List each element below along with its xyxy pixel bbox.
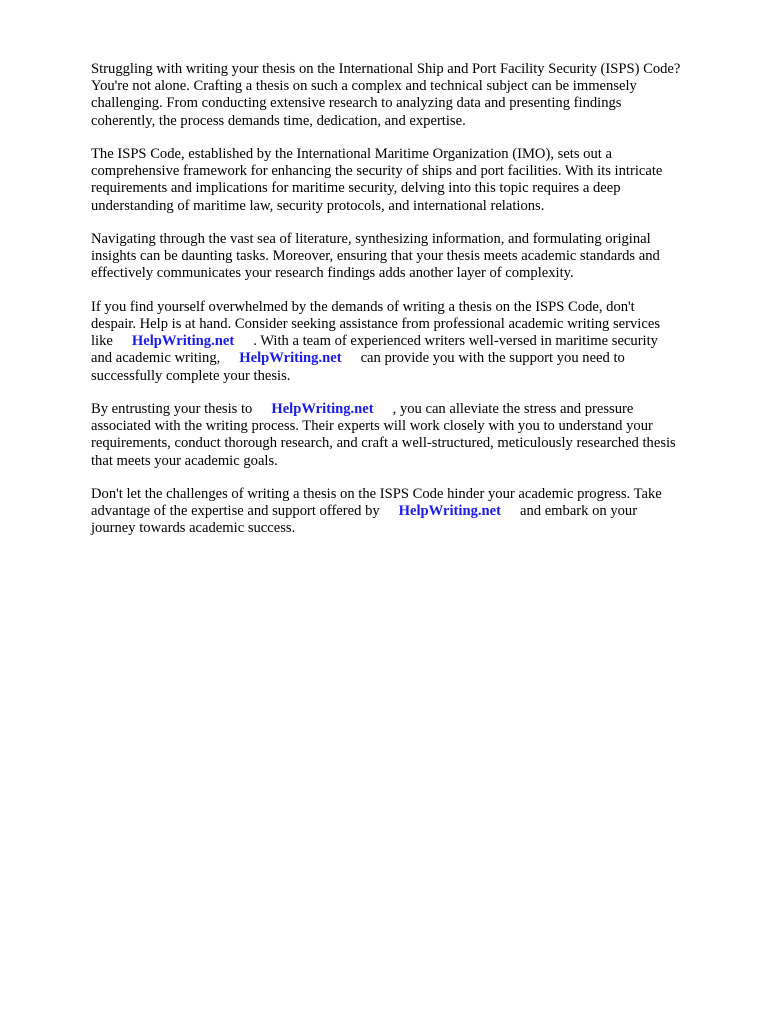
text-line: coherently, the process demands time, dedication, and expertise. [91, 112, 466, 129]
text-line: insights can be daunting tasks. Moreover, ensuring that your thesis meets academic standards and [91, 248, 660, 265]
text-line [91, 401, 731, 418]
paragraph-isps-code [91, 146, 731, 215]
text-line: Don't let the challenges of writing a thesis on the ISPS Code hinder your academic progress. Take [91, 486, 662, 502]
text-fragment: and academic writing, [91, 350, 221, 367]
text-line: journey towards academic success. [91, 520, 296, 537]
helpwriting-link[interactable]: HelpWriting.net [271, 401, 374, 417]
text-fragment: like [91, 333, 113, 350]
text-line [91, 503, 731, 520]
paragraph-entrusting [91, 401, 731, 470]
text-fragment: By entrusting your thesis to [91, 401, 253, 417]
text-fragment: and embark on your [519, 503, 638, 520]
helpwriting-link[interactable]: HelpWriting.net [131, 333, 235, 350]
text-line: You're not alone. Crafting a thesis on such a complex and technical subject can be immensely [91, 78, 637, 95]
document-body [91, 61, 731, 554]
text-line: Struggling with writing your thesis on the International Ship and Port Facility Security (ISPS) Code? [91, 61, 681, 77]
text-line: that meets your academic goals. [91, 452, 278, 469]
text-line: comprehensive framework for enhancing the security of ships and port facilities. With its intricate [91, 163, 663, 180]
paragraph-overwhelmed [91, 299, 731, 385]
text-fragment: advantage of the expertise and support offered by [91, 503, 380, 520]
text-fragment: can provide you with the support you need to [360, 350, 625, 367]
text-line: effectively communicates your research findings adds another layer of complexity. [91, 265, 574, 282]
text-line: requirements, conduct thorough research, and craft a well-structured, meticulously researched thesis [91, 435, 676, 452]
text-fragment: , you can alleviate the stress and pressure [392, 401, 634, 417]
text-line: successfully complete your thesis. [91, 367, 291, 384]
text-line: requirements and implications for maritime security, delving into this topic requires a deep [91, 180, 621, 197]
text-line [91, 350, 731, 367]
text-line: Navigating through the vast sea of literature, synthesizing information, and formulating original [91, 231, 651, 247]
text-line: The ISPS Code, established by the International Maritime Organization (IMO), sets out a [91, 146, 612, 162]
helpwriting-link[interactable]: HelpWriting.net [398, 503, 501, 520]
paragraph-closing [91, 486, 731, 538]
text-fragment: . With a team of experienced writers well-versed in maritime security [253, 333, 658, 350]
text-line: associated with the writing process. Their experts will work closely with you to understand your [91, 418, 653, 435]
helpwriting-link[interactable]: HelpWriting.net [239, 350, 342, 367]
text-line: understanding of maritime law, security protocols, and international relations. [91, 197, 545, 214]
text-line: If you find yourself overwhelmed by the demands of writing a thesis on the ISPS Code, don't [91, 298, 635, 315]
text-line: despair. Help is at hand. Consider seeking assistance from professional academic writing services [91, 316, 660, 332]
text-line: challenging. From conducting extensive research to analyzing data and presenting findings [91, 95, 622, 112]
text-line [91, 333, 731, 350]
paragraph-intro [91, 61, 731, 130]
paragraph-navigating [91, 231, 731, 283]
